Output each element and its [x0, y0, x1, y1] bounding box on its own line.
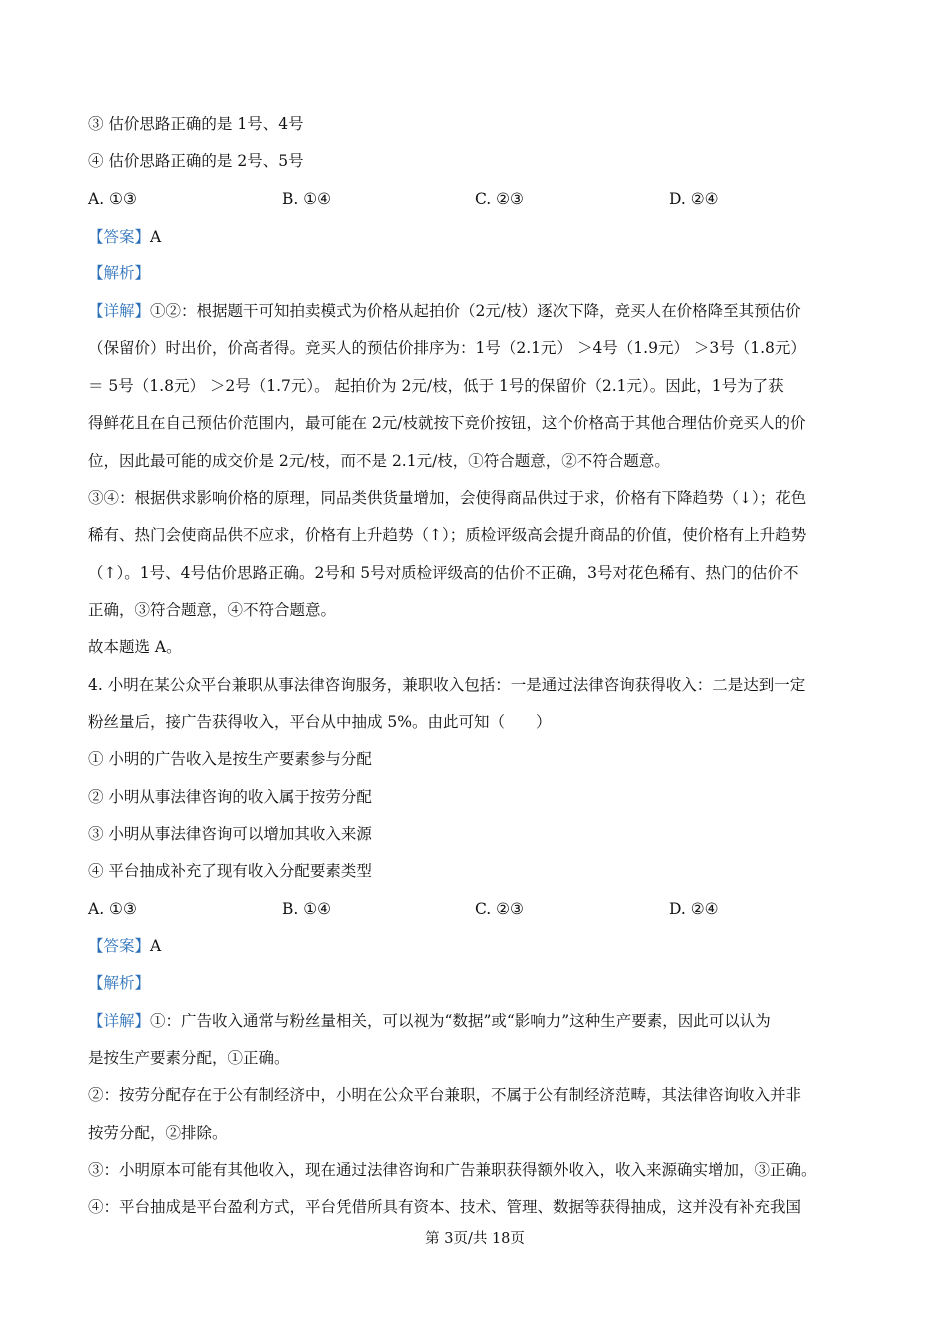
q3-detail-line: 稀有、热门会使商品供不应求，价格有上升趋势（↑）；质检评级高会提升商品的价值，使价格有上升趋势 [88, 526, 807, 544]
q4-detail-line: 是按生产要素分配，①正确。 [88, 1049, 290, 1067]
q4-option-d: D. ②④ [669, 900, 719, 918]
q3-analysis-label [88, 262, 888, 284]
q4-detail-line: ②：按劳分配存在于公有制经济中，小明在公众平台兼职，不属于公有制经济范畴，其法律咨询收入并非 [88, 1086, 802, 1104]
q4-analysis-label [88, 972, 888, 994]
q3-options [88, 188, 888, 210]
analysis-label: 【解析】 [88, 974, 151, 992]
detail-text: ①：广告收入通常与粉丝量相关，可以视为“数据”或“影响力”这种生产要素，因此可以认为 [150, 1012, 771, 1030]
answer-value: A [150, 937, 162, 955]
q3-option-d: D. ②④ [669, 190, 719, 208]
q4-option-b: B. ①④ [282, 900, 332, 918]
detail-label: 【详解】 [88, 1012, 151, 1030]
detail-text: ①②：根据题干可知拍卖模式为价格从起拍价（2元/枝）逐次下降，竞买人在价格降至其预估价 [150, 302, 801, 320]
q3-option-b: B. ①④ [282, 190, 332, 208]
q3-detail-line: （↑）。1号、4号估价思路正确。2号和 5号对质检评级高的估价不正确，3号对花色稀有、热门的估价不 [88, 564, 799, 582]
q3-detail-line: （保留价）时出价，价高者得。竞买人的预估价排序为：1号（2.1元） ＞4号（1.9元） ＞3号（1.8元） [88, 339, 806, 357]
q4-answer [88, 935, 888, 957]
q4-statement-3: ③ 小明从事法律咨询可以增加其收入来源 [88, 825, 372, 843]
q4-statement-1: ① 小明的广告收入是按生产要素参与分配 [88, 750, 372, 768]
answer-value: A [150, 228, 162, 246]
q4-detail-line [88, 1010, 888, 1032]
q3-answer [88, 226, 888, 248]
q3-option-a: A. ①③ [88, 190, 137, 208]
q3-detail-line: ＝ 5号（1.8元） ＞2号（1.7元）。 起拍价为 2元/枝，低于 1号的保留价（2.1元）。因此，1号为了获 [88, 377, 784, 395]
q4-option-a: A. ①③ [88, 900, 137, 918]
q4-option-c: C. ②③ [475, 900, 524, 918]
q3-option-c: C. ②③ [475, 190, 524, 208]
q4-statement-2: ② 小明从事法律咨询的收入属于按劳分配 [88, 788, 372, 806]
q3-detail-line [88, 300, 888, 322]
analysis-label: 【解析】 [88, 264, 151, 282]
q3-detail-line: 位，因此最可能的成交价是 2元/枝，而不是 2.1元/枝，①符合题意，②不符合题意。 [88, 452, 670, 470]
q4-detail-line: ③：小明原本可能有其他收入，现在通过法律咨询和广告兼职获得额外收入，收入来源确实增加，③正确。 [88, 1161, 817, 1179]
q4-stem-line: 粉丝量后，接广告获得收入，平台从中抽成 5%。由此可知（ ） [88, 713, 552, 731]
q3-statement-3: ③ 估价思路正确的是 1号、4号 [88, 115, 304, 133]
answer-label: 【答案】 [88, 228, 151, 246]
q4-stem-line: 4. 小明在某公众平台兼职从事法律咨询服务，兼职收入包括：一是通过法律咨询获得收入：二是达到一定 [88, 676, 806, 694]
q3-detail-line: 正确，③符合题意，④不符合题意。 [88, 601, 337, 619]
q4-detail-line: ④：平台抽成是平台盈利方式，平台凭借所具有资本、技术、管理、数据等获得抽成，这并没有补充我国 [88, 1198, 802, 1216]
q3-conclusion: 故本题选 A。 [88, 638, 182, 656]
page-footer: 第 3页/共 18页 [425, 1231, 525, 1247]
q3-detail-line: ③④：根据供求影响价格的原理，同品类供货量增加，会使得商品供过于求，价格有下降趋势（↓）；花色 [88, 489, 807, 507]
detail-label: 【详解】 [88, 302, 151, 320]
q3-statement-4: ④ 估价思路正确的是 2号、5号 [88, 152, 304, 170]
q4-detail-line: 按劳分配，②排除。 [88, 1124, 228, 1142]
answer-label: 【答案】 [88, 937, 151, 955]
q4-statement-4: ④ 平台抽成补充了现有收入分配要素类型 [88, 862, 372, 880]
q3-detail-line: 得鲜花且在自己预估价范围内，最可能在 2元/枝就按下竞价按钮，这个价格高于其他合理估价竞买人的价 [88, 414, 806, 432]
q4-options [88, 898, 888, 920]
